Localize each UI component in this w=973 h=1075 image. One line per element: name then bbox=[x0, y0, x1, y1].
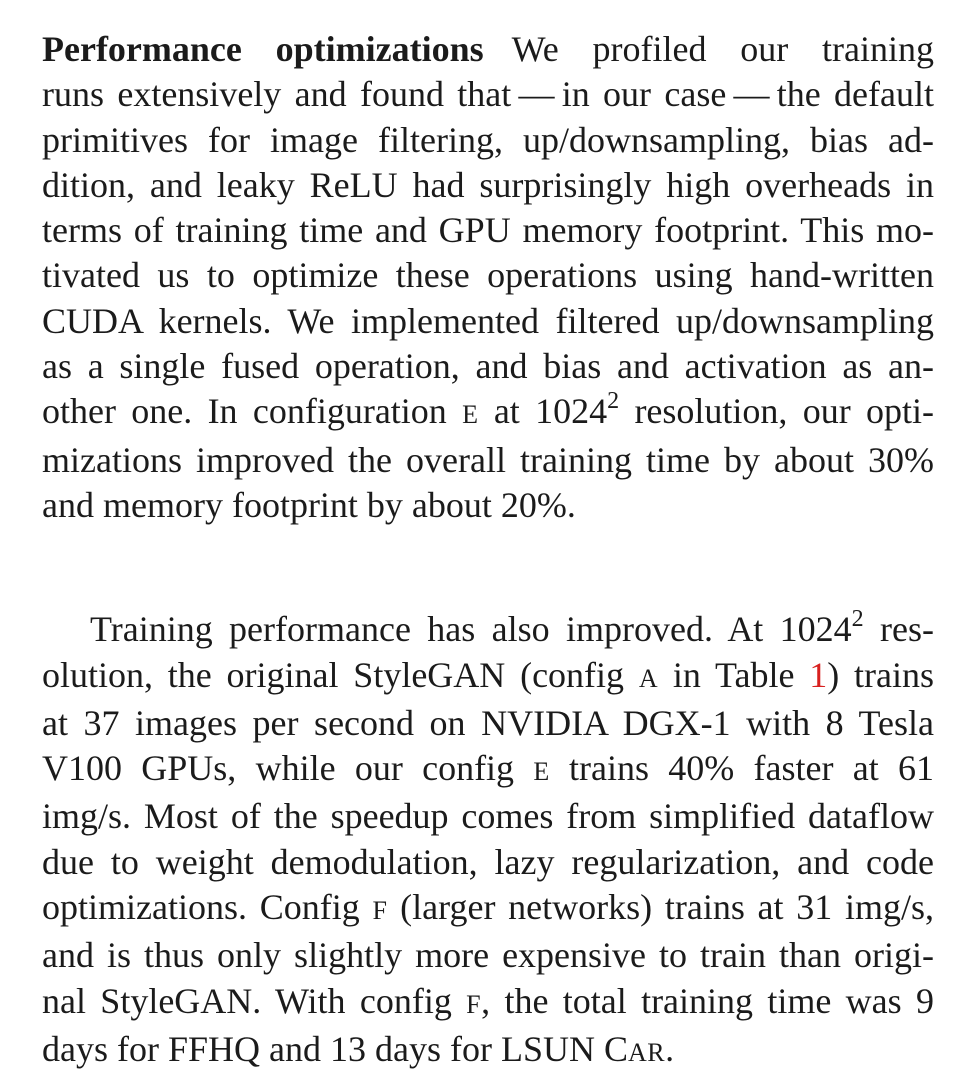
paper-page bbox=[42, 27, 934, 1075]
text-line bbox=[42, 885, 934, 933]
text-span: in Table bbox=[672, 654, 795, 695]
text-span: trains 40% faster at 61 bbox=[569, 748, 935, 789]
config-label: F bbox=[372, 896, 388, 926]
text-line: dition, and leaky ReLU had surprisingly high overheads in bbox=[42, 164, 934, 205]
config-label: F bbox=[466, 989, 482, 1019]
text-span: V100 GPUs, while our config bbox=[42, 748, 515, 789]
paragraph-performance-optimizations bbox=[42, 27, 934, 528]
text-line: primitives for image filtering, up/downsampling, bias ad- bbox=[42, 119, 934, 160]
text-line bbox=[42, 607, 934, 652]
config-label: E bbox=[462, 400, 479, 430]
text-line bbox=[42, 746, 934, 794]
text-line: CUDA kernels. We implemented filtered up/downsampling bbox=[42, 300, 934, 341]
table-reference-link[interactable]: 1 bbox=[809, 654, 828, 695]
text-line: runs extensively and found that — in our case — the default bbox=[42, 74, 934, 115]
text-span: days for FFHQ and 13 days for LSUN bbox=[42, 1028, 595, 1069]
superscript: 2 bbox=[851, 606, 864, 633]
dataset-name-initial: C bbox=[603, 1028, 628, 1069]
text-line: terms of training time and GPU memory footprint. This mo- bbox=[42, 210, 934, 251]
text-line: and is thus only slightly more expensive to train than origi- bbox=[42, 935, 934, 976]
text-line bbox=[42, 653, 934, 701]
text-span: . bbox=[665, 1028, 675, 1069]
text-span: (larger networks) trains at 31 img/s, bbox=[400, 887, 935, 928]
text-line: mizations improved the overall training time by about 30% bbox=[42, 439, 934, 480]
config-label: A bbox=[638, 663, 659, 693]
text-span: ) trains bbox=[827, 654, 934, 695]
text-line bbox=[42, 979, 934, 1027]
text-line bbox=[42, 27, 934, 72]
text-line bbox=[42, 1027, 934, 1075]
text-line: as a single fused operation, and bias and activation as an- bbox=[42, 346, 934, 387]
text-line: and memory footprint by about 20%. bbox=[42, 484, 576, 525]
text-span: resolution, our opti- bbox=[634, 391, 935, 432]
text-line: tivated us to optimize these operations using hand-written bbox=[42, 255, 934, 296]
text-span: We profiled our training bbox=[511, 29, 934, 69]
text-line bbox=[42, 389, 934, 437]
superscript: 2 bbox=[607, 388, 620, 415]
text-span: Training performance has also improved. At 1024 bbox=[90, 609, 852, 650]
text-span: other one. In configuration bbox=[42, 391, 447, 432]
text-span: , the total training time was 9 bbox=[481, 980, 934, 1021]
text-span: optimizations. Config bbox=[42, 887, 360, 928]
text-span: olution, the original StyleGAN (config bbox=[42, 654, 625, 695]
paragraph-training-performance bbox=[42, 607, 934, 1075]
text-span: nal StyleGAN. With config bbox=[42, 980, 452, 1021]
text-line: at 37 images per second on NVIDIA DGX-1 with 8 Tesla bbox=[42, 702, 934, 743]
text-span: at 1024 bbox=[493, 391, 608, 432]
text-span: res- bbox=[880, 609, 934, 650]
section-heading: Performance optimizations bbox=[42, 29, 484, 69]
text-line: img/s. Most of the speedup comes from simplified dataflow bbox=[42, 796, 934, 837]
dataset-name-smallcaps: AR bbox=[627, 1037, 666, 1067]
config-label: E bbox=[533, 757, 550, 787]
text-line: due to weight demodulation, lazy regularization, and code bbox=[42, 841, 934, 882]
